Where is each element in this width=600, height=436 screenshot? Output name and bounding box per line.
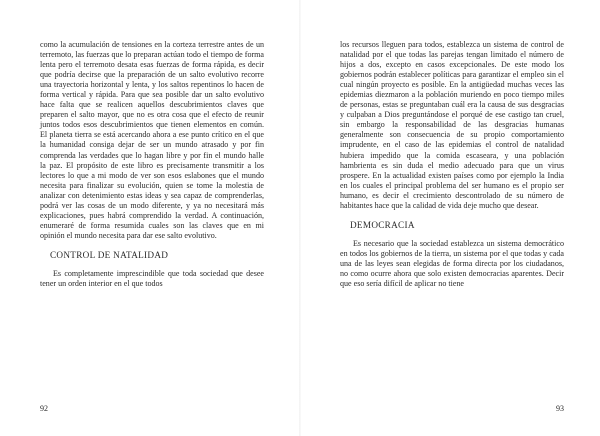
page-number-left: 92: [40, 404, 48, 413]
left-paragraph-1: como la acumulación de tensiones en la corteza terrestre antes de un terremoto, las fuerzas que lo preparan actúan todo el tiempo de forma lenta pero el terremoto desata esas fuerzas de forma rápida, es decir que podría decirse que la preparación de un salto evolutivo recorre una trayectoria horizontal y lenta, y los saltos repentinos lo hacen de forma vertical y rápida. Para que sea posible dar un salto evolutivo hace falta que se realicen aquellos descubrimientos claves que preparen el salto mayor, que no es otra cosa que el efecto de reunir juntos todos esos descubrimientos que tienen elementos en común. El planeta tierra se está acercando ahora a ese punto crítico en el que la humanidad consiga dejar de ser un mundo atrasado y por fin comprenda las verdades que lo hagan libre y por fin el mundo halle la paz. El propósito de este libro es precisamente transmitir a los lectores lo que a mi modo de ver son esos eslabones que el mundo necesita para finalizar su evolución, quien se tome la molestia de analizar con detenimiento estas ideas y sea capaz de comprenderlas, podrá ver las cosas de un modo diferente, y ya no necesitará más explicaciones, pues habrá comprendido la verdad. A continuación, enumeraré de forma resumida cuales son las claves que en mi opinión el mundo necesita para dar ese salto evolutivo.: [40, 40, 264, 240]
section-heading-democracia: DEMOCRACIA: [350, 219, 415, 230]
page-number-right: 93: [556, 404, 564, 413]
right-paragraph-1: los recursos lleguen para todos, establezca un sistema de control de natalidad por el que todas las parejas tengan limitado el número de hijos a dos, excepto en casos excepcionales. De este modo los gobiernos podrán establecer políticas para garantizar el empleo sin el cual ningún proyecto es posible. En la antigüedad muchas veces las epidemias diezmaron a la población muriendo en poco tiempo miles de personas, estas se preguntaban cuál era la causa de sus desgracias y culpaban a Dios preguntándose el porqué de ese castigo tan cruel, sin embargo la responsabilidad de las desgracias humanas generalmente son consecuencia de su propio comportamiento imprudente, en el caso de las epidemias el control de natalidad hubiera impedido que la comida escaseara, y una población hambrienta es sin duda el medio adecuado para que un virus prospere. En la actualidad existen países como por ejemplo la India en los cuales el principal problema del ser humano es el propio ser humano, es decir el crecimiento descontrolado de su número de habitantes hace que la calidad de vida deje mucho que desear.: [340, 40, 564, 210]
left-paragraph-2: Es completamente imprescindible que toda sociedad que desee tener un orden interior en el que todos: [40, 268, 264, 289]
right-page-text: [340, 40, 564, 289]
section-heading-control-de-natalidad: CONTROL DE NATALIDAD: [50, 249, 169, 260]
right-paragraph-2: Es necesario que la sociedad establezca un sistema democrático en todos los gobiernos de la tierra, un sistema por el que todas y cada una de las leyes sean elegidas de forma directa por los ciudadanos, no como ocurre ahora que solo existen democracias aparentes. Decir que eso sería difícil de aplicar no tiene: [340, 238, 564, 289]
left-page-text: [40, 40, 264, 289]
right-page: [300, 0, 600, 436]
